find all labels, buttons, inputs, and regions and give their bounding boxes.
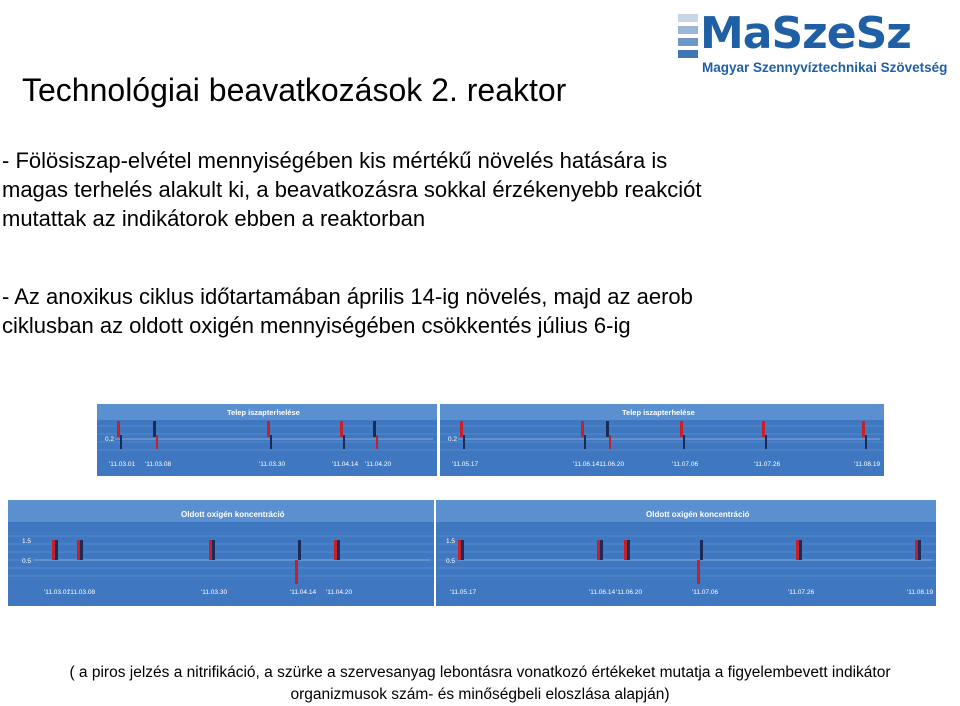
bar-navy	[627, 540, 630, 560]
x-tick-label: '11.08.19	[907, 589, 934, 596]
y-tick-label: 1.5	[446, 538, 456, 545]
x-tick-label: '11.07.26	[788, 589, 815, 596]
bar-red	[334, 540, 337, 560]
x-tick-label: '11.04.20	[365, 461, 392, 468]
caption-line: ( a piros jelzés a nitrifikáció, a szürke a szervesanyag lebontásra vonatkozó értékeket mutatja a figyelembevett indikátor	[69, 664, 891, 681]
chart-title: Telep iszapterhelése	[227, 408, 300, 417]
paragraph-2-line: - Az anoxikus ciklus időtartamában április 14-ig növelés, majd az aerob	[2, 284, 693, 309]
caption	[0, 662, 960, 706]
x-tick-label: '11.06.20	[598, 461, 625, 468]
y-tick-label: 1.5	[22, 538, 32, 545]
logo-mark-icon	[678, 14, 698, 58]
x-tick-label: '11.07.06	[672, 461, 699, 468]
x-tick-label: '11.06.14	[589, 589, 616, 596]
x-tick-label: '11.03.30	[201, 589, 228, 596]
bar-lower	[609, 435, 611, 449]
x-tick-label: '11.08.19	[854, 461, 881, 468]
caption-line: organizmusok szám- és minőségbeli eloszlása alapján)	[290, 686, 670, 703]
x-tick-label: '11.04.14	[332, 461, 359, 468]
bar-upper	[117, 421, 120, 437]
x-tick-label: '11.03.01	[109, 461, 136, 468]
bar-lower	[156, 435, 158, 449]
bar-lower	[584, 435, 586, 449]
bar-red-down	[295, 560, 298, 584]
y-tick-label: 0.5	[22, 558, 32, 565]
bar-upper	[153, 421, 156, 437]
paragraph-1-line: - Fölösiszap-elvétel mennyiségében kis mértékű növelés hatására is	[2, 148, 668, 173]
logo-name: MaSzeSz	[700, 8, 911, 59]
bar-navy	[799, 540, 802, 560]
paragraph-1-line: mutattak az indikátorok ebben a reaktorban	[2, 206, 426, 231]
x-tick-label: '11.04.14	[290, 589, 317, 596]
x-tick-label: '11.03.30	[259, 461, 286, 468]
x-tick-label: '11.07.26	[754, 461, 781, 468]
logo-subtitle: Magyar Szennyvíztechnikai Szövetség	[702, 60, 948, 75]
x-tick-label: '11.05.17	[450, 589, 477, 596]
bar-upper	[373, 421, 376, 437]
bar-lower	[120, 435, 122, 449]
bar-red	[624, 540, 627, 560]
x-tick-label: '11.04.20	[326, 589, 353, 596]
sludge-load-chart-2	[440, 404, 884, 476]
chart-title: Oldott oxigén koncentráció	[181, 510, 285, 519]
paragraph-2-line: ciklusban az oldott oxigén mennyiségében csökkentés július 6-ig	[2, 313, 631, 338]
x-tick-label: '11.03.08	[69, 589, 96, 596]
paragraph-1-line: magas terhelés alakult ki, a beavatkozásra sokkal érzékenyebb reakciót	[2, 177, 702, 202]
bar-navy	[298, 540, 301, 560]
bar-navy	[600, 540, 603, 560]
bar-upper	[340, 421, 343, 437]
bar-red	[796, 540, 799, 560]
bar-navy	[212, 540, 215, 560]
y-tick-label: 0.2	[448, 436, 458, 443]
maszesz-logo	[678, 8, 956, 86]
bar-upper	[460, 421, 463, 437]
bar-red-down	[697, 560, 700, 584]
chart-title: Telep iszapterhelése	[622, 408, 695, 417]
x-tick-label: '11.05.17	[452, 461, 479, 468]
bar-lower	[463, 435, 465, 449]
bar-red	[209, 540, 212, 560]
sludge-load-chart-1	[97, 404, 437, 476]
y-tick-label: 0.2	[105, 436, 115, 443]
bar-red	[915, 540, 918, 560]
bar-upper	[606, 421, 609, 437]
bar-navy	[55, 540, 58, 560]
bar-lower	[765, 435, 767, 449]
bar-navy	[700, 540, 703, 560]
bar-navy	[461, 540, 464, 560]
x-tick-label: '11.07.06	[692, 589, 719, 596]
x-tick-label: '11.03.08	[145, 461, 172, 468]
bar-navy	[337, 540, 340, 560]
bar-upper	[680, 421, 683, 437]
paragraph-2	[2, 282, 693, 340]
bar-red	[52, 540, 55, 560]
chart-title: Oldott oxigén koncentráció	[646, 510, 750, 519]
bar-lower	[683, 435, 685, 449]
dissolved-oxygen-chart-2	[436, 500, 936, 606]
bar-upper	[862, 421, 865, 437]
bar-navy	[80, 540, 83, 560]
bar-navy	[918, 540, 921, 560]
bar-red	[597, 540, 600, 560]
dissolved-oxygen-chart-1	[8, 500, 434, 606]
bar-lower	[343, 435, 345, 449]
x-tick-label: '11.06.14	[573, 461, 600, 468]
bar-upper	[581, 421, 584, 437]
y-tick-label: 0.5	[446, 558, 456, 565]
x-tick-label: '11.06.20	[616, 589, 643, 596]
bar-lower	[865, 435, 867, 449]
bar-lower	[376, 435, 378, 449]
bar-red	[458, 540, 461, 560]
x-tick-label: '11.03.01	[44, 589, 71, 596]
bar-upper	[762, 421, 765, 437]
bar-upper	[267, 421, 270, 437]
bar-red	[77, 540, 80, 560]
paragraph-1	[2, 146, 701, 233]
bar-lower	[270, 435, 272, 449]
slide-title: Technológiai beavatkozások 2. reaktor	[22, 72, 567, 108]
